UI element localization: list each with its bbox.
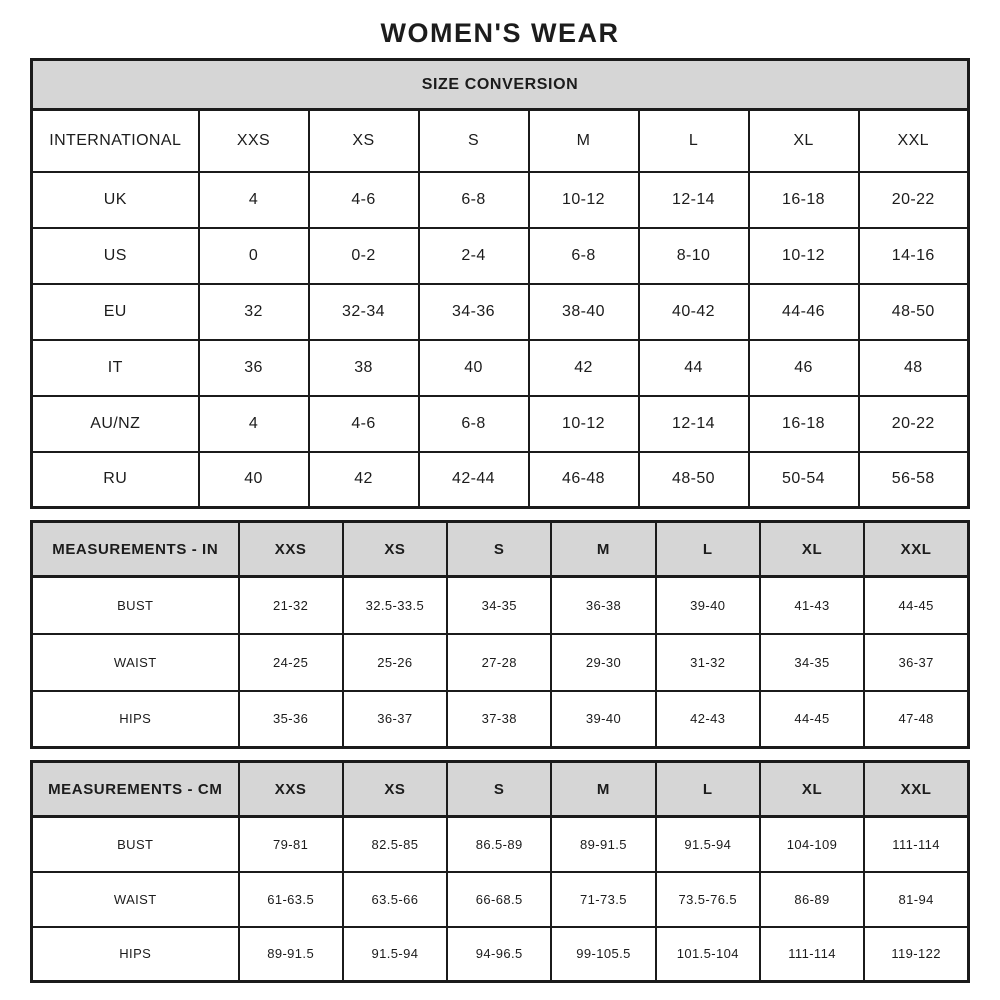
- measurements-cm-header: MEASUREMENTS - CM: [32, 762, 239, 817]
- page-title: WOMEN'S WEAR: [380, 18, 620, 48]
- cell: 46-48: [529, 452, 639, 508]
- cell: 38: [309, 340, 419, 396]
- size-header: XXS: [239, 762, 343, 817]
- cell: 71-73.5: [551, 872, 655, 927]
- cell: XL: [749, 110, 859, 172]
- table-row-bust-cm: [32, 817, 969, 872]
- cell: 36-37: [343, 691, 447, 748]
- cell: 39-40: [551, 691, 655, 748]
- cell: 104-109: [760, 817, 864, 872]
- measurements-cm-table: [30, 760, 970, 983]
- cell: 36: [199, 340, 309, 396]
- row-label: INTERNATIONAL: [32, 110, 199, 172]
- cell: 48-50: [639, 452, 749, 508]
- cell: 42: [529, 340, 639, 396]
- cell: 91.5-94: [656, 817, 760, 872]
- cell: 6-8: [419, 396, 529, 452]
- size-header: M: [551, 522, 655, 577]
- cell: 29-30: [551, 634, 655, 691]
- table-row-eu: [32, 284, 969, 340]
- cell: 10-12: [529, 396, 639, 452]
- cell: 34-35: [447, 577, 551, 634]
- cell: 4: [199, 172, 309, 228]
- size-conversion-header-row: [32, 60, 969, 110]
- row-label: AU/NZ: [32, 396, 199, 452]
- size-header: XL: [760, 522, 864, 577]
- size-header: XXL: [864, 762, 968, 817]
- cell: M: [529, 110, 639, 172]
- cell: 40: [419, 340, 529, 396]
- cell: 20-22: [859, 172, 969, 228]
- cell: 4: [199, 396, 309, 452]
- cell: 0: [199, 228, 309, 284]
- cell: 32: [199, 284, 309, 340]
- cell: 42: [309, 452, 419, 508]
- cell: L: [639, 110, 749, 172]
- size-header: XXS: [239, 522, 343, 577]
- cell: XXL: [859, 110, 969, 172]
- cell: 31-32: [656, 634, 760, 691]
- cell: 94-96.5: [447, 927, 551, 982]
- size-conversion-header: SIZE CONVERSION: [32, 60, 969, 110]
- cell: 40-42: [639, 284, 749, 340]
- cell: 38-40: [529, 284, 639, 340]
- cell: 82.5-85: [343, 817, 447, 872]
- cell: 35-36: [239, 691, 343, 748]
- table-row-international: [32, 110, 969, 172]
- cell: S: [419, 110, 529, 172]
- cell: 12-14: [639, 172, 749, 228]
- cell: 6-8: [419, 172, 529, 228]
- row-label: EU: [32, 284, 199, 340]
- cell: 34-35: [760, 634, 864, 691]
- table-row-bust-in: [32, 577, 969, 634]
- cell: 44-45: [864, 577, 968, 634]
- cell: 46: [749, 340, 859, 396]
- measurements-in-header: MEASUREMENTS - IN: [32, 522, 239, 577]
- cell: 44: [639, 340, 749, 396]
- cell: 61-63.5: [239, 872, 343, 927]
- cell: 12-14: [639, 396, 749, 452]
- cell: 42-43: [656, 691, 760, 748]
- table-row-uk: [32, 172, 969, 228]
- cell: 4-6: [309, 172, 419, 228]
- cell: 63.5-66: [343, 872, 447, 927]
- cell: 40: [199, 452, 309, 508]
- cell: 44-45: [760, 691, 864, 748]
- cell: 101.5-104: [656, 927, 760, 982]
- row-label: WAIST: [32, 872, 239, 927]
- cell: XXS: [199, 110, 309, 172]
- cell: 89-91.5: [239, 927, 343, 982]
- cell: 99-105.5: [551, 927, 655, 982]
- cell: 14-16: [859, 228, 969, 284]
- size-header: L: [656, 522, 760, 577]
- cell: 8-10: [639, 228, 749, 284]
- cell: 10-12: [749, 228, 859, 284]
- table-row-hips-cm: [32, 927, 969, 982]
- measurements-in-header-row: [32, 522, 969, 577]
- table-row-it: [32, 340, 969, 396]
- cell: 20-22: [859, 396, 969, 452]
- cell: 119-122: [864, 927, 968, 982]
- row-label: IT: [32, 340, 199, 396]
- cell: 2-4: [419, 228, 529, 284]
- row-label: HIPS: [32, 927, 239, 982]
- cell: 0-2: [309, 228, 419, 284]
- cell: 25-26: [343, 634, 447, 691]
- cell: 39-40: [656, 577, 760, 634]
- size-header: S: [447, 762, 551, 817]
- cell: 36-37: [864, 634, 968, 691]
- cell: 73.5-76.5: [656, 872, 760, 927]
- cell: 16-18: [749, 172, 859, 228]
- cell: 48: [859, 340, 969, 396]
- table-row-waist-in: [32, 634, 969, 691]
- cell: 32.5-33.5: [343, 577, 447, 634]
- table-row-waist-cm: [32, 872, 969, 927]
- cell: 27-28: [447, 634, 551, 691]
- cell: 10-12: [529, 172, 639, 228]
- row-label: BUST: [32, 817, 239, 872]
- cell: 37-38: [447, 691, 551, 748]
- size-header: L: [656, 762, 760, 817]
- cell: 50-54: [749, 452, 859, 508]
- cell: 48-50: [859, 284, 969, 340]
- row-label: BUST: [32, 577, 239, 634]
- cell: 41-43: [760, 577, 864, 634]
- cell: 66-68.5: [447, 872, 551, 927]
- cell: 24-25: [239, 634, 343, 691]
- cell: 32-34: [309, 284, 419, 340]
- row-label: RU: [32, 452, 199, 508]
- cell: 4-6: [309, 396, 419, 452]
- table-row-us: [32, 228, 969, 284]
- row-label: WAIST: [32, 634, 239, 691]
- cell: 86.5-89: [447, 817, 551, 872]
- table-row-hips-in: [32, 691, 969, 748]
- cell: XS: [309, 110, 419, 172]
- size-header: XS: [343, 522, 447, 577]
- size-header: S: [447, 522, 551, 577]
- size-conversion-table: [30, 58, 970, 509]
- cell: 91.5-94: [343, 927, 447, 982]
- size-header: M: [551, 762, 655, 817]
- row-label: HIPS: [32, 691, 239, 748]
- measurements-cm-header-row: [32, 762, 969, 817]
- size-header: XL: [760, 762, 864, 817]
- cell: 111-114: [864, 817, 968, 872]
- measurements-in-table: [30, 520, 970, 749]
- size-header: XS: [343, 762, 447, 817]
- cell: 79-81: [239, 817, 343, 872]
- cell: 47-48: [864, 691, 968, 748]
- row-label: UK: [32, 172, 199, 228]
- cell: 89-91.5: [551, 817, 655, 872]
- cell: 86-89: [760, 872, 864, 927]
- cell: 42-44: [419, 452, 529, 508]
- table-row-aunz: [32, 396, 969, 452]
- cell: 36-38: [551, 577, 655, 634]
- cell: 6-8: [529, 228, 639, 284]
- size-header: XXL: [864, 522, 968, 577]
- cell: 56-58: [859, 452, 969, 508]
- cell: 21-32: [239, 577, 343, 634]
- cell: 16-18: [749, 396, 859, 452]
- cell: 111-114: [760, 927, 864, 982]
- cell: 34-36: [419, 284, 529, 340]
- table-row-ru: [32, 452, 969, 508]
- cell: 44-46: [749, 284, 859, 340]
- cell: 81-94: [864, 872, 968, 927]
- row-label: US: [32, 228, 199, 284]
